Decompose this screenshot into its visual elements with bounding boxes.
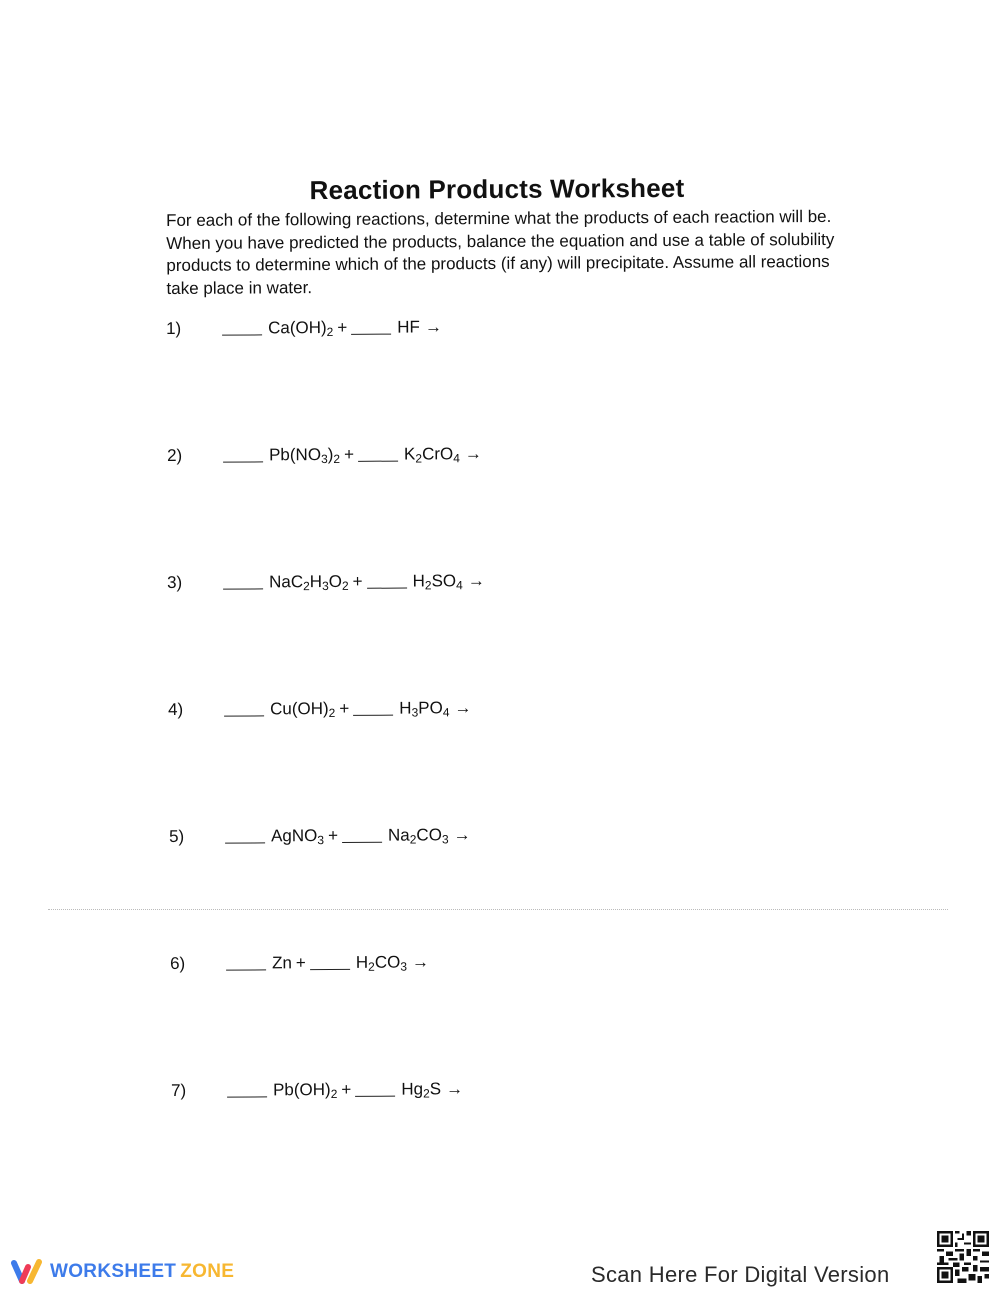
yields-arrow-icon: →	[467, 571, 485, 591]
problem-5	[169, 825, 471, 857]
yields-arrow-icon: →	[454, 698, 472, 718]
yields-arrow-icon: →	[453, 825, 471, 845]
problem-number: 3)	[167, 572, 183, 592]
coefficient-blank-1[interactable]	[224, 714, 264, 716]
reactant-1: $Pb(NO_3)_2$	[268, 444, 341, 467]
reactant-2: $H_2SO_4$	[412, 571, 463, 593]
coefficient-blank-1[interactable]	[226, 968, 266, 970]
coefficient-blank-2[interactable]	[355, 1095, 395, 1097]
coefficient-blank-1[interactable]	[223, 460, 263, 462]
reactant-1: $NaC_2H_3O_2$	[268, 571, 349, 594]
plus-sign: +	[337, 317, 348, 337]
scan-caption: Scan Here For Digital Version	[591, 1262, 890, 1287]
reactant-2: $K_2CrO_4$	[403, 444, 460, 466]
page-title: Reaction Products Worksheet	[309, 173, 685, 206]
reactant-1: $Cu(OH)_2$	[269, 699, 336, 721]
problem-number: 6)	[170, 953, 186, 973]
problem-4	[168, 698, 472, 730]
reactant-2: $Na_2CO_3$	[387, 825, 449, 847]
coefficient-blank-2[interactable]	[351, 333, 391, 335]
reactant-2: $H_3PO_4$	[399, 698, 450, 720]
plus-sign: +	[339, 698, 350, 718]
problem-number: 5)	[169, 826, 185, 846]
coefficient-blank-1[interactable]	[225, 841, 265, 843]
plus-sign: +	[344, 444, 355, 464]
problem-1	[166, 317, 442, 349]
problem-number: 2)	[167, 445, 183, 465]
coefficient-blank-2[interactable]	[358, 460, 398, 462]
problem-7	[171, 1079, 463, 1111]
coefficient-blank-2[interactable]	[367, 587, 407, 589]
coefficient-blank-2[interactable]	[310, 968, 350, 970]
problem-2	[167, 444, 482, 476]
plus-sign: +	[341, 1079, 352, 1099]
reactant-1: $Pb(OH)_2$	[272, 1080, 338, 1102]
coefficient-blank-2[interactable]	[342, 841, 382, 843]
coefficient-blank-1[interactable]	[227, 1095, 267, 1097]
problem-number: 4)	[168, 699, 184, 719]
problem-3	[167, 571, 485, 603]
reactant-2: $Hg_2S$	[401, 1079, 442, 1101]
reactant-1: AgNO$_3$	[270, 826, 325, 848]
reactant-2: $H_2CO_3$	[355, 952, 408, 974]
yields-arrow-icon: →	[464, 444, 482, 464]
plus-sign: +	[295, 953, 306, 973]
instructions: For each of the following reactions, determine what the products of each reaction will be. When you have predicted the products, balance the equation and use a table of solubility products to determine which of the products (if any) will precipitate. Assume all reactions take place in water.	[166, 206, 835, 298]
problem-number: 7)	[171, 1080, 187, 1100]
logo-word-worksheet: WORKSHEET	[50, 1261, 177, 1282]
reactant-1: $Ca(OH)_2$	[267, 318, 334, 340]
yields-arrow-icon: →	[424, 317, 442, 337]
reactant-1: Zn	[271, 953, 292, 973]
logo-word-zone: ZONE	[180, 1261, 235, 1282]
plus-sign: +	[352, 571, 363, 591]
plus-sign: +	[327, 825, 339, 846]
problem-6	[170, 952, 429, 984]
coefficient-blank-1[interactable]	[223, 587, 263, 589]
yields-arrow-icon: →	[446, 1079, 464, 1099]
scan-divider	[48, 909, 948, 910]
worksheet-zone-logo[interactable]	[10, 1258, 234, 1286]
coefficient-blank-1[interactable]	[222, 333, 262, 335]
coefficient-blank-2[interactable]	[353, 714, 393, 716]
worksheet-zone-w-icon	[10, 1258, 44, 1286]
problem-number: 1)	[166, 318, 182, 338]
yields-arrow-icon: →	[411, 952, 430, 972]
reactant-2: HF	[397, 317, 420, 337]
logo-text	[50, 1261, 234, 1283]
qr-code-icon[interactable]	[935, 1229, 991, 1285]
